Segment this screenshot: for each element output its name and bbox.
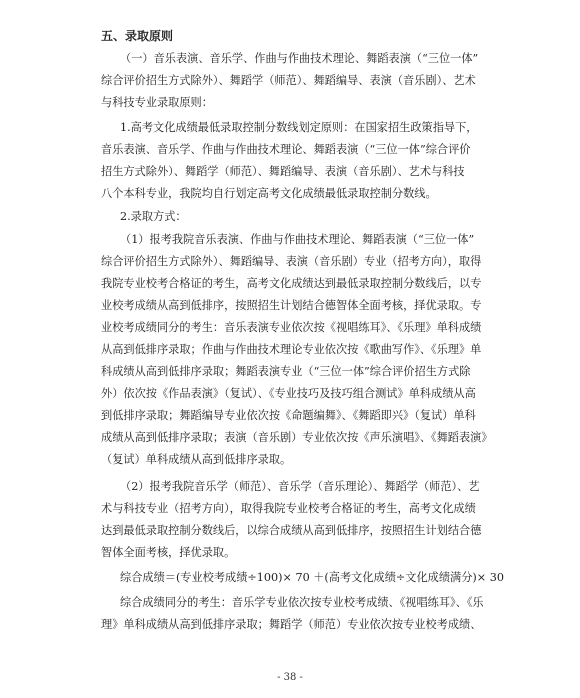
- paragraph-line: 理》单科成绩从高到低排序录取；舞蹈学（师范）专业依次按专业校考成绩、: [101, 618, 482, 631]
- paragraph-line: 综合评价招生方式除外）、舞蹈编导、表演（音乐剧）专业（招考方向），取得: [101, 255, 482, 268]
- paragraph-line: 科成绩从高到低排序录取；舞蹈表演专业（“三位一体”综合评价招生方式除: [101, 365, 471, 378]
- paragraph-line: （一）音乐表演、音乐学、作曲与作曲技术理论、舞蹈表演（“三位一体”: [120, 52, 479, 65]
- paragraph-line: （复试）单科成绩从高到低排序录取。: [101, 453, 292, 466]
- paragraph-line: 我院专业校考合格证的考生，高考文化成绩达到最低录取控制分数线后，以专: [101, 277, 482, 290]
- paragraph-line: 音乐表演、音乐学、作曲与作曲技术理论、舞蹈表演（“三位一体”综合评价: [101, 143, 471, 156]
- paragraph-line: 业校考成绩从高到低排序，按照招生计划结合德智体全面考核，择优录取。专: [101, 299, 482, 312]
- paragraph-line: 达到最低录取控制分数线后，以综合成绩从高到低排序，按照招生计划结合德: [101, 524, 482, 537]
- paragraph-line: 从高到低排序录取；作曲与作曲技术理论专业依次按《歌曲写作》、《乐理》单: [101, 343, 482, 356]
- paragraph-line: 招生方式除外）、舞蹈学（师范）、舞蹈编导、表演（音乐剧）、艺术与科技: [101, 165, 465, 178]
- paragraph-line: （1）报考我院音乐表演、作曲与作曲技术理论、舞蹈表演（“三位一体”: [120, 233, 475, 246]
- formula-line: 综合成绩＝(专业校考成绩÷100)× 70 ＋(高考文化成绩÷文化成绩满分)× 30: [120, 571, 504, 584]
- paragraph-line: 术与科技专业（招考方向），取得我院专业校考合格证的考生，高考文化成绩: [101, 502, 476, 515]
- paragraph-line: 综合评价招生方式除外）、舞蹈学（师范）、舞蹈编导、表演（音乐剧）、艺术: [101, 74, 476, 87]
- paragraph-line: 成绩从高到低排序录取；表演（音乐剧）专业依次按《声乐演唱》、《舞蹈表演》: [101, 431, 493, 444]
- paragraph-line: 综合成绩同分的考生：音乐学专业依次按专业校考成绩、《视唱练耳》、《乐: [120, 596, 484, 609]
- paragraph-line: 2.录取方式：: [120, 210, 187, 223]
- paragraph-line: （2）报考我院音乐学（师范）、音乐学（音乐理论）、舞蹈学（师范）、艺: [120, 480, 480, 493]
- section-heading: 五、录取原则: [101, 29, 174, 43]
- paragraph-line: 八个本科专业，我院均自行划定高考文化成绩最低录取控制分数线。: [101, 187, 437, 200]
- paragraph-line: 智体全面考核，择优录取。: [101, 546, 236, 559]
- paragraph-line: 业校考成绩同分的考生：音乐表演专业依次按《视唱练耳》、《乐理》单科成绩: [101, 321, 482, 334]
- paragraph-line: 外）依次按《作品表演》（复试）、《专业技巧及技巧组合测试》单科成绩从高: [101, 387, 476, 400]
- paragraph-line: 与科技专业录取原则：: [101, 96, 213, 109]
- paragraph-line: 1.高考文化成绩最低录取控制分数线划定原则：在国家招生政策指导下，: [120, 121, 478, 134]
- page-number: - 38 -: [277, 672, 303, 683]
- paragraph-line: 到低排序录取；舞蹈编导专业依次按《命题编舞》、《舞蹈即兴》（复试）单科: [101, 409, 476, 422]
